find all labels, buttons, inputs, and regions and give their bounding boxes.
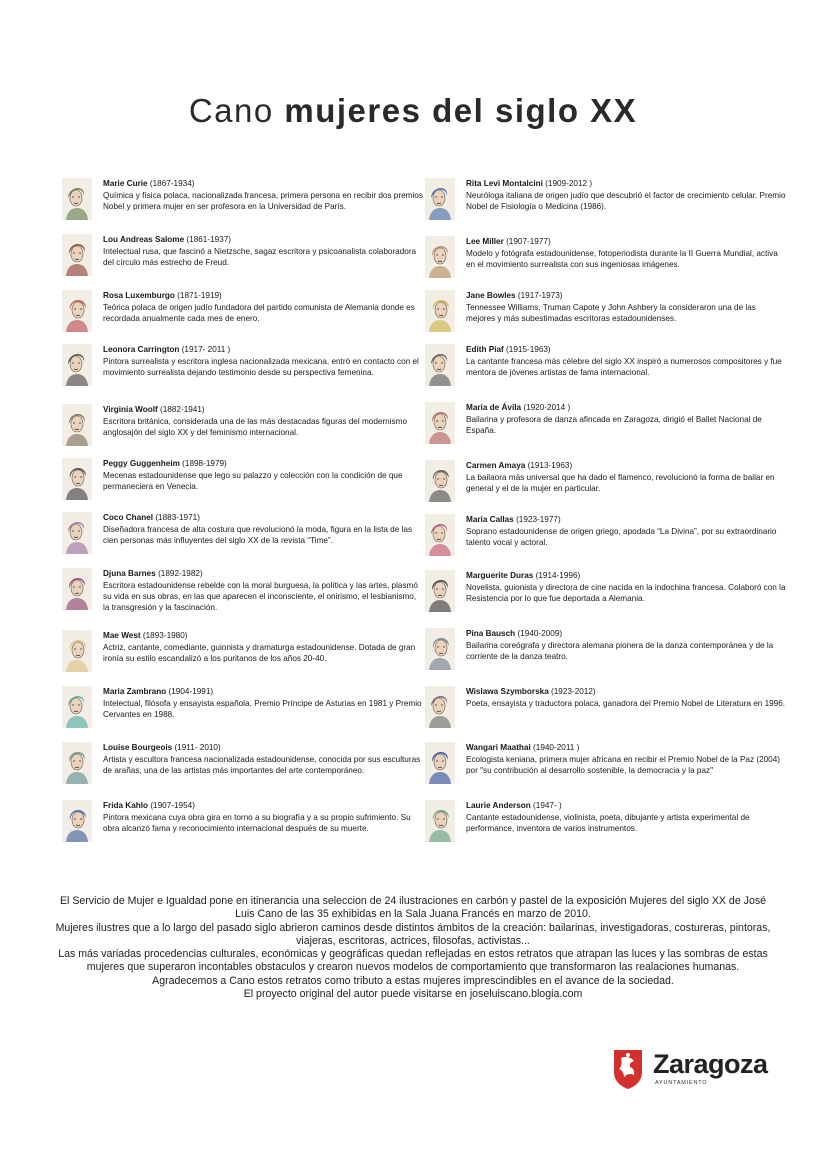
entry-text	[103, 344, 423, 378]
portrait-illustration	[62, 800, 92, 842]
entry-dates: (1917- 2011 )	[181, 345, 231, 354]
entry-description: Poeta, ensayista y traductora polaca, ganadora del Premio Nobel de Literatura en 1996.	[466, 699, 786, 708]
entry-heading	[466, 742, 786, 753]
entry-text	[103, 290, 423, 324]
entry-dates: (1920-2014 )	[523, 403, 571, 412]
entry-heading	[466, 686, 786, 697]
entry-description: La bailaora más universal que ha dado el flamenco, revolucionó la forma de bailar en general y el de la mujer en particular.	[466, 473, 775, 493]
entry-name: Rosa Luxemburgo	[103, 291, 175, 300]
entry-name: Maria Callas	[466, 515, 514, 524]
entry-text	[466, 514, 786, 548]
portrait-thumbnail	[425, 178, 455, 220]
entry-heading	[103, 178, 423, 189]
entry-name: Mae West	[103, 631, 141, 640]
portrait-thumbnail	[62, 630, 92, 672]
entry-heading	[103, 742, 423, 753]
entry-description: Tennessee Williams, Truman Capote y John Ashbery la consideraron una de las mejores y más subestimadas escritoras estadounidenses.	[466, 303, 756, 323]
portrait-illustration	[425, 460, 455, 502]
entry-name: Marie Curie	[103, 179, 148, 188]
entry-text	[103, 512, 423, 546]
portrait-illustration	[62, 686, 92, 728]
entry-text	[466, 742, 786, 776]
portrait-thumbnail	[425, 742, 455, 784]
entry-dates: (1892-1982)	[158, 569, 203, 578]
entry-name: Lou Andreas Salome	[103, 235, 185, 244]
entry-heading	[103, 630, 423, 641]
entry-heading	[103, 800, 423, 811]
entry-heading	[466, 178, 786, 189]
entry-description: Modelo y fotógrafa estadounidense, fotoperiodista durante la II Guerra Mundial, activa en el movimiento surrealista con sus ingeniosas imágenes.	[466, 249, 778, 269]
entry-dates: (1907-1977)	[506, 237, 551, 246]
entry-heading	[466, 460, 786, 471]
portrait-illustration	[62, 234, 92, 276]
entry-text	[103, 568, 423, 613]
entry-dates: (1882-1941)	[160, 405, 205, 414]
entry-dates: (1923-1977)	[516, 515, 561, 524]
portrait-illustration	[62, 630, 92, 672]
portrait-illustration	[425, 236, 455, 278]
entry-dates: (1940-2009)	[517, 629, 563, 638]
portrait-thumbnail	[62, 458, 92, 500]
portrait-thumbnail	[425, 514, 455, 556]
entry-description: Intelectual, filósofa y ensayista española. Premio Príncipe de Asturias en 1981 y Premio Cervantes en 1988.	[103, 699, 422, 719]
entry-name: Leonora Carrington	[103, 345, 180, 354]
entry-name: Carmen Amaya	[466, 461, 526, 470]
entry-name: Virginia Woolf	[103, 405, 158, 414]
portrait-illustration	[425, 686, 455, 728]
entry-name: Wangari Maathai	[466, 743, 531, 752]
portrait-illustration	[425, 800, 455, 842]
portrait-thumbnail	[62, 234, 92, 276]
logo-name: Zaragoza	[653, 1049, 768, 1079]
entry-dates: (1915-1963)	[506, 345, 551, 354]
portrait-thumbnail	[62, 290, 92, 332]
entry-text	[103, 630, 423, 664]
portrait-illustration	[425, 570, 455, 612]
logo-subtitle: AYUNTAMIENTO	[655, 1080, 708, 1086]
entry-description: Escritora británica, considerada una de las más destacadas figuras del modernismo anglosajón del siglo XX y del feminismo internacional.	[103, 417, 408, 437]
entry-text	[103, 178, 423, 212]
entry-name: Edith Piaf	[466, 345, 504, 354]
entry-description: Ecologista keniana, primera mujer africana en recibir el Premio Nobel de la Paz (2004) por "su contribución al desarrollo sostenible, la democracia y la paz"	[466, 755, 781, 775]
entry-dates: (1917-1973)	[517, 291, 563, 300]
title-author: Cano	[188, 92, 274, 129]
entry-description: Mecenas estadounidense que lego su palazzo y colección con la condición de que permaneciera en Venecia.	[103, 471, 403, 491]
entry-text	[466, 686, 786, 709]
entry-description: Soprano estadounidense de origen griego, apodada “La Divina”, por su extraordinario talento vocal y actoral.	[466, 527, 777, 547]
footer-paragraph: El proyecto original del autor puede visitarse en joseluiscano.blogia.com	[243, 988, 583, 1001]
entry-heading	[103, 404, 423, 415]
entry-heading	[103, 512, 423, 523]
portrait-thumbnail	[425, 344, 455, 386]
entry-name: Laurie Anderson	[466, 801, 531, 810]
entry-dates: (1911- 2010)	[174, 743, 221, 752]
entry-name: Maria de Ávila	[466, 403, 522, 412]
entry-description: Bailarina coreógrafa y directora alemana pionera de la danza contemporánea y de la corriente de la danza teatro.	[466, 641, 774, 661]
portrait-illustration	[425, 514, 455, 556]
entry-text	[103, 458, 423, 492]
entry-description: Teórica polaca de origen judío fundadora del partido comunista de Alemania donde es recordada anualmente cada mes de enero.	[103, 303, 415, 323]
portrait-illustration	[425, 402, 455, 444]
portrait-thumbnail	[62, 344, 92, 386]
portrait-illustration	[62, 458, 92, 500]
entry-name: Wislawa Szymborska	[466, 687, 549, 696]
entry-description: Escritora estadounidense rebelde con la moral burguesa, la política y las artes, plasmó su vida en sus obras, en las que aparecen el inconsciente, el onirismo, el lesbianismo, la transgresión y la fascinación.	[103, 581, 418, 612]
entry-dates: (1923-2012)	[551, 687, 596, 696]
entry-text	[466, 800, 786, 834]
portrait-thumbnail	[62, 404, 92, 446]
entry-dates: (1883-1971)	[155, 513, 200, 522]
footer-paragraph: Las más variadas procedencias culturales, económicas y geográficas quedan reflejadas en estos retratos que atrapan las luces y las sombras de estas mujeres que superaron incontables obstaculos y crearon nuevos modelos de comportamiento que transformaron las realaciones humanas.	[58, 948, 768, 974]
portrait-illustration	[62, 290, 92, 332]
footer-paragraph: Agradecemos a Cano estos retratos como tributo a estas mujeres imprescindibles en el avance de la sociedad.	[152, 974, 674, 987]
portrait-thumbnail	[425, 236, 455, 278]
entry-text	[466, 290, 786, 324]
entry-dates: (1909-2012 )	[545, 179, 593, 188]
entry-text	[103, 686, 423, 720]
entry-heading	[466, 344, 786, 355]
portrait-thumbnail	[62, 568, 92, 610]
entry-name: Lee Miller	[466, 237, 504, 246]
footer-text	[50, 895, 776, 1001]
portrait-illustration	[425, 628, 455, 670]
entry-text	[466, 402, 786, 436]
portrait-thumbnail	[425, 290, 455, 332]
entry-description: Artista y escultora francesa nacionalizada estadounidense, conocida por sus esculturas de arañas, una de las artistas más importantes del arte contemporáneo.	[103, 755, 421, 775]
entry-description: Intelectual rusa, que fascinó a Nietzsche, sagaz escritora y psicoanalista colaboradora del círculo más estrecho de Freud.	[103, 247, 417, 267]
entry-dates: (1898-1979)	[182, 459, 227, 468]
entry-heading	[103, 234, 423, 245]
entry-heading	[103, 568, 423, 579]
entry-text	[466, 628, 786, 662]
portrait-thumbnail	[62, 742, 92, 784]
entry-heading	[103, 344, 423, 355]
entry-name: Jane Bowles	[466, 291, 516, 300]
entry-description: Neuróloga italiana de origen judío que descubrió el factor de crecimiento celular. Premio Nobel de Fisiología o Medicina (1986).	[466, 191, 786, 211]
entry-dates: (1861-1937)	[186, 235, 232, 244]
entry-description: Bailarina y profesora de danza afincada en Zaragoza, dirigió el Ballet Nacional de España.	[466, 415, 762, 435]
entry-text	[466, 570, 786, 604]
entry-name: Marguerite Duras	[466, 571, 534, 580]
entry-heading	[466, 236, 786, 247]
footer-paragraph: Mujeres ilustres que a lo largo del pasado siglo abrieron caminos desde distintos ámbitos de la creación: bailarinas, investigadoras, costureras, pintoras, viajeras, escritoras, actrices, filosofas, activistas...	[55, 921, 771, 947]
entry-name: Pina Bausch	[466, 629, 516, 638]
portrait-thumbnail	[62, 686, 92, 728]
portrait-illustration	[425, 178, 455, 220]
page-title	[0, 92, 826, 130]
entry-name: Frida Kahlo	[103, 801, 149, 810]
portrait-thumbnail	[425, 800, 455, 842]
portrait-thumbnail	[62, 178, 92, 220]
portrait-thumbnail	[425, 402, 455, 444]
portrait-illustration	[62, 742, 92, 784]
portrait-illustration	[62, 178, 92, 220]
entry-text	[466, 460, 786, 494]
entry-heading	[466, 514, 786, 525]
entry-description: Química y física polaca, nacionalizada francesa, primera persona en recibir dos premios Nobel y primera mujer en ser profesora en la Universidad de París.	[103, 191, 423, 211]
portrait-illustration	[425, 344, 455, 386]
entry-text	[466, 344, 786, 378]
entry-dates: (1904-1991)	[168, 687, 214, 696]
entry-name: Maria Zambrano	[103, 687, 167, 696]
zaragoza-shield-icon	[612, 1048, 644, 1090]
portrait-illustration	[62, 344, 92, 386]
entry-dates: (1893-1980)	[142, 631, 188, 640]
entry-description: Novelista, guionista y directora de cine nacida en la indochina francesa. Colaboró con la Resistencia por lo que fue deportada a Alemania.	[466, 583, 786, 603]
entry-name: Peggy Guggenheim	[103, 459, 180, 468]
entry-description: Diseñadora francesa de alta costura que revolucionó la moda, figura en la lista de las cien personas más influyentes del siglo XX de la revista “Time”.	[103, 525, 413, 545]
entry-name: Coco Chanel	[103, 513, 154, 522]
entry-text	[466, 178, 786, 212]
entry-heading	[103, 686, 423, 697]
portrait-thumbnail	[425, 570, 455, 612]
portrait-thumbnail	[425, 686, 455, 728]
entry-name: Rita Levi Montalcini	[466, 179, 543, 188]
portrait-illustration	[62, 568, 92, 610]
entry-dates: (1867-1934)	[149, 179, 195, 188]
entry-dates: (1940-2011 )	[533, 743, 580, 752]
entry-heading	[103, 290, 423, 301]
entry-name: Louise Bourgeois	[103, 743, 173, 752]
entry-heading	[466, 628, 786, 639]
entry-text	[103, 800, 423, 834]
entry-text	[103, 404, 423, 438]
entry-text	[103, 742, 423, 776]
entry-heading	[103, 458, 423, 469]
footer-paragraph: El Servicio de Mujer e Igualdad pone en itinerancia una seleccion de 24 ilustraciones en carbón y pastel de la exposición Mujeres del siglo XX de José Luis Cano de las 35 exhibidas en la Sala Juana Francés en marzo de 2010.	[59, 895, 767, 921]
entry-description: Actriz, cantante, comediante, guionista y dramaturga estadounidense. Dotada de gran ironía su estilo escandalizó a los puritanos de los años 20-40.	[103, 643, 416, 663]
portrait-illustration	[62, 512, 92, 554]
portrait-illustration	[425, 290, 455, 332]
entry-heading	[466, 800, 786, 811]
zaragoza-logo	[612, 1048, 782, 1093]
entry-heading	[466, 290, 786, 301]
portrait-illustration	[62, 404, 92, 446]
portrait-thumbnail	[62, 800, 92, 842]
entry-dates: (1907-1954)	[150, 801, 195, 810]
entry-text	[103, 234, 423, 268]
portrait-illustration	[425, 742, 455, 784]
entry-description: Pintora surrealista y escritora inglesa nacionalizada mexicana, entró en contacto con el movimiento surrealista dejando testimonio desde su perspectiva femenina.	[103, 357, 419, 377]
entry-name: Djuna Barnes	[103, 569, 156, 578]
entry-description: Cantante estadounidense, violinista, poeta, dibujante y artista experimental de performance, inventora de varios instrumentos.	[466, 813, 750, 833]
entry-description: Pintora mexicana cuya obra gira en torno a su biografía y a su propio sufrimiento. Su obra alcanzó fama y reconocimiento internacional después de su muerte.	[103, 813, 411, 833]
entry-heading	[466, 402, 786, 413]
portrait-thumbnail	[62, 512, 92, 554]
entry-description: La cantante francesa más célebre del siglo XX inspiró a numerosos compositores y fue mentora de jóvenes artistas de fama internacional.	[466, 357, 782, 377]
entry-text	[466, 236, 786, 270]
title-main: mujeres del siglo XX	[284, 92, 638, 129]
entry-heading	[466, 570, 786, 581]
entry-dates: (1913-1963)	[527, 461, 573, 470]
entry-dates: (1947- )	[533, 801, 562, 810]
portrait-thumbnail	[425, 460, 455, 502]
portrait-thumbnail	[425, 628, 455, 670]
entry-dates: (1871-1919)	[177, 291, 222, 300]
entry-dates: (1914-1996)	[535, 571, 581, 580]
